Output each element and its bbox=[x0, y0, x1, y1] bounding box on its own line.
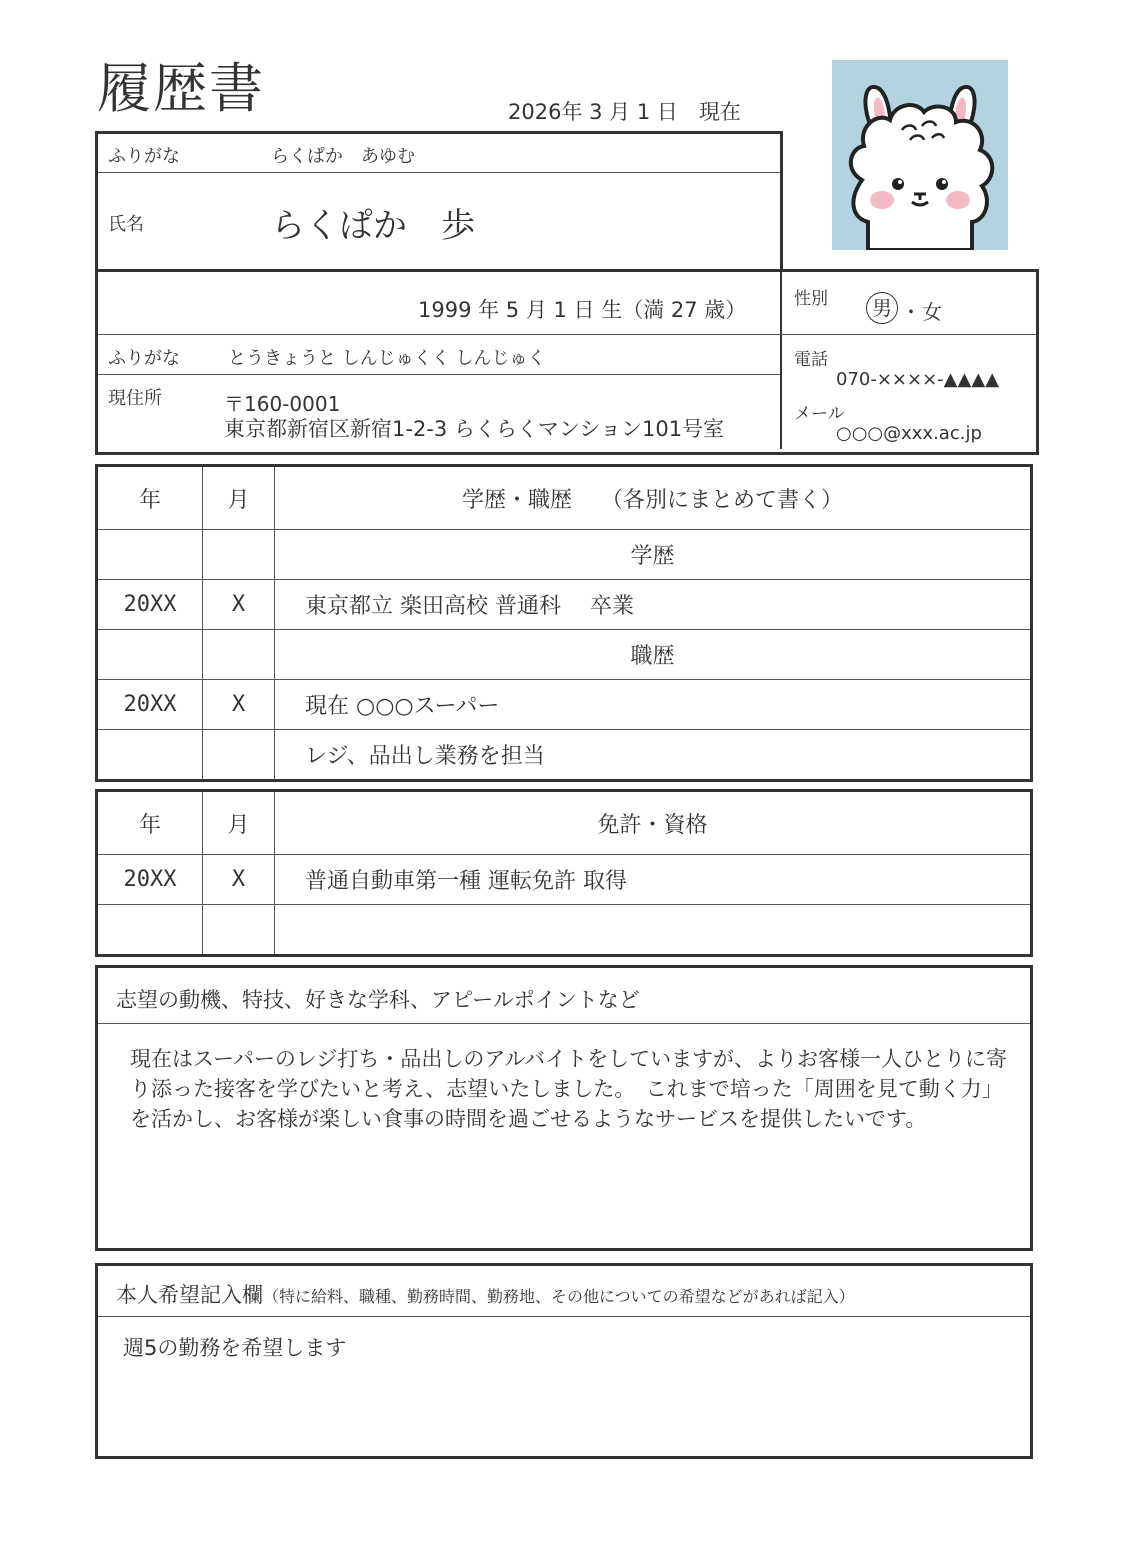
address-value: 東京都新宿区新宿1-2-3 らくらくマンション101号室 bbox=[224, 417, 725, 441]
gender-male-circled: 男 bbox=[866, 292, 898, 324]
cell-month bbox=[203, 730, 275, 781]
header-month: 月 bbox=[203, 466, 275, 530]
table-header-row bbox=[97, 466, 1032, 530]
cell-year: 20XX bbox=[97, 855, 203, 905]
gender-label: 性別 bbox=[794, 289, 828, 309]
cell-month: X bbox=[203, 680, 275, 730]
motivation-body: 現在はスーパーのレジ打ち・品出しのアルバイトをしていますが、よりお客様一人ひとりに寄り添った接客を学びたいと考え、志望いたしました。 これまで培った「周囲を見て動く力」を活かし、お客様が楽しい食事の時間を過ごせるようなサービスを提供したいです。 bbox=[130, 1047, 1008, 1131]
table-row bbox=[97, 530, 1032, 580]
email-label: メール bbox=[794, 404, 845, 424]
email-value: ○○○@xxx.ac.jp bbox=[836, 423, 982, 444]
history-table bbox=[95, 464, 1033, 782]
cell-content: 普通自動車第一種 運転免許 取得 bbox=[275, 855, 1032, 905]
cell-content: 東京都立 楽田高校 普通科 卒業 bbox=[275, 580, 1032, 630]
motivation-box bbox=[95, 965, 1033, 1251]
birth-date: 1999 年 5 月 1 日 生（満 27 歳） bbox=[418, 298, 747, 322]
table-row bbox=[97, 730, 1032, 781]
cell-content bbox=[275, 905, 1032, 956]
name-value: らくぱか 歩 bbox=[271, 206, 475, 246]
licenses-table bbox=[95, 789, 1033, 957]
request-box bbox=[95, 1263, 1033, 1459]
personal-info-block bbox=[95, 269, 1039, 455]
motivation-heading: 志望の動機、特技、好きな学科、アピールポイントなど bbox=[116, 988, 640, 1012]
row-divider bbox=[98, 374, 780, 375]
address-furigana-label: ふりがな bbox=[108, 348, 180, 369]
cell-year: 20XX bbox=[97, 680, 203, 730]
cell-year bbox=[97, 630, 203, 680]
document-date: 2026年 3 月 1 日 現在 bbox=[508, 100, 741, 124]
name-block bbox=[95, 131, 783, 272]
phone-label: 電話 bbox=[794, 350, 828, 370]
photo-alpaca-icon bbox=[832, 60, 1008, 250]
cell-content: 現在 ○○○スーパー bbox=[275, 680, 1032, 730]
cell-content: レジ、品出し業務を担当 bbox=[275, 730, 1032, 781]
header-history: 学歴・職歴 （各別にまとめて書く） bbox=[275, 466, 1032, 530]
request-body: 週5の勤務を希望します bbox=[123, 1336, 347, 1360]
cell-month: X bbox=[203, 580, 275, 630]
section-heading-work: 職歴 bbox=[275, 630, 1032, 680]
address-label: 現住所 bbox=[108, 388, 162, 409]
gender-separator: ・ bbox=[901, 300, 921, 324]
furigana-row bbox=[98, 134, 780, 173]
table-row bbox=[97, 630, 1032, 680]
table-row bbox=[97, 580, 1032, 630]
table-row bbox=[97, 855, 1032, 905]
cell-year bbox=[97, 905, 203, 956]
cell-year bbox=[97, 530, 203, 580]
header-licenses: 免許・資格 bbox=[275, 791, 1032, 855]
document-title: 履歴書 bbox=[97, 57, 265, 120]
header-year: 年 bbox=[97, 466, 203, 530]
header-month: 月 bbox=[203, 791, 275, 855]
alpaca-illustration bbox=[832, 60, 1008, 250]
header-year: 年 bbox=[97, 791, 203, 855]
cell-month: X bbox=[203, 855, 275, 905]
request-heading-note: （特に給料、職種、勤務時間、勤務地、その他についての希望などがあれば記入） bbox=[263, 1287, 855, 1306]
cell-year: 20XX bbox=[97, 580, 203, 630]
phone-value: 070-××××-▲▲▲▲ bbox=[836, 369, 1000, 390]
furigana-label: ふりがな bbox=[108, 146, 180, 167]
cell-year bbox=[97, 730, 203, 781]
postal-code: 〒160-0001 bbox=[224, 392, 341, 416]
table-header-row bbox=[97, 791, 1032, 855]
row-divider bbox=[98, 334, 1036, 335]
cell-month bbox=[203, 905, 275, 956]
gender-female: 女 bbox=[922, 300, 942, 324]
table-row bbox=[97, 680, 1032, 730]
cell-month bbox=[203, 530, 275, 580]
name-label: 氏名 bbox=[108, 214, 144, 235]
section-heading-education: 学歴 bbox=[275, 530, 1032, 580]
address-furigana-value: とうきょうと しんじゅくく しんじゅく bbox=[228, 348, 546, 369]
cell-month bbox=[203, 630, 275, 680]
table-row bbox=[97, 905, 1032, 956]
furigana-value: らくぱか あゆむ bbox=[271, 146, 415, 167]
column-divider bbox=[780, 272, 782, 449]
request-heading: 本人希望記入欄 bbox=[116, 1283, 263, 1307]
request-heading-line bbox=[116, 1279, 855, 1309]
